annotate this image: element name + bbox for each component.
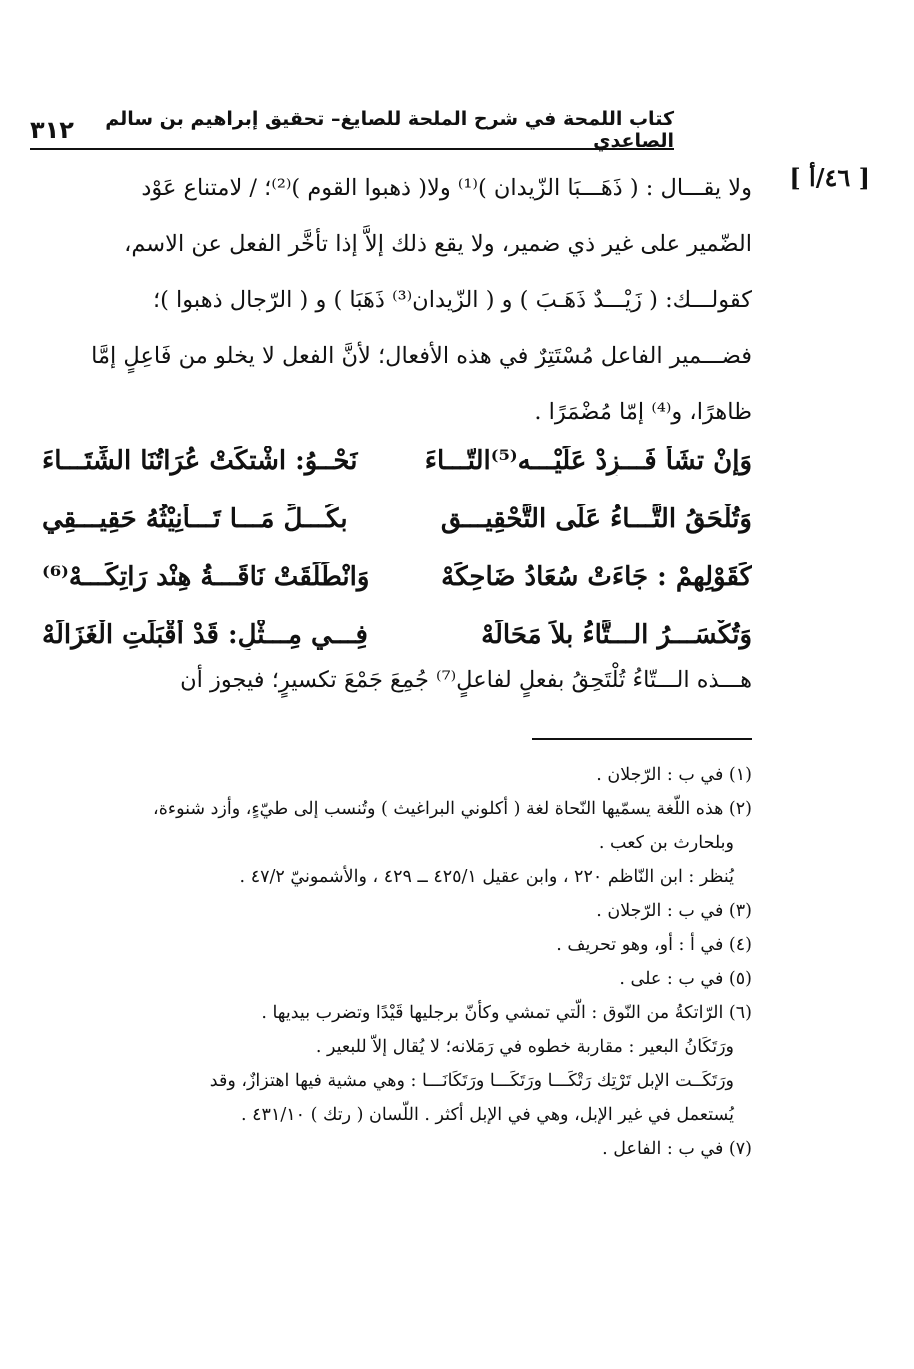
verse-second-hemistich: نَحْــوُ: اشْتكَتْ عُرَاتُنَا الشِّتَـــاءَ (42, 446, 358, 476)
page-number: ٣١٢ (30, 116, 74, 144)
footnote: (٣) في ب : الرّجلان . (596, 901, 752, 921)
header-title: كتاب اللمحة في شرح الملحة للصايغ– تحقيق إبراهيم بن سالم الصاعدي (105, 108, 674, 152)
footnote-continuation: يُستعمل في غير الإبل، وهي في الإبل أكثر . اللّسان ( رتك ) ٤٣١/١٠ . (241, 1105, 734, 1125)
footnote: (٦) الرّاتكةُ من النّوق : الّتي تمشي وكأنّ برجليها قَيْدًا وتضرب بيديها . (261, 1003, 752, 1023)
verse-first-hemistich: وَتُكْسَـــرُ الـــتَّاءُ بلاَ مَحَالَهْ (481, 620, 752, 650)
footnote-continuation: وبلحارث بن كعب . (598, 833, 734, 853)
body-line: كقولـــك: ( زَيْـــدٌ ذَهَـبَ ) و ( الزّيدان⁽³⁾ ذَهَبَا ) و ( الرّجال ذهبوا )؛ (152, 287, 752, 313)
body-line: فضـــمير الفاعل مُسْتَتِرٌ في هذه الأفعال؛ لأنَّ الفعل لا يخلو من فَاعِلٍ إمَّا (91, 343, 752, 369)
body-line: الضّمير على غير ذي ضمير، ولا يقع ذلك إلاَّ إذا تأخَّر الفعل عن الاسم، (124, 231, 752, 257)
body-line: ظاهرًا، و⁽⁴⁾ إمّا مُضْمَرًا . (534, 399, 752, 425)
verse-first-hemistich: وَتُلْحَقُ التَّـــاءُ عَلَى التَّحْقِيـــقِ (440, 504, 752, 534)
footnote: (٤) في أ : أو، وهو تحريف . (556, 935, 752, 955)
body-paragraph (42, 160, 752, 440)
verse-second-hemistich: وَانْطَلَقَتْ نَاقَـــةُ هِنْد رَاتِكَـــهْ⁽⁶⁾ (42, 562, 370, 592)
verse-line (42, 432, 752, 490)
verse-second-hemistich: بكُـــلِّ مَـــا تَـــأنِيْثُهُ حَقِيـــقِي (42, 504, 348, 534)
footnote-continuation: يُنظر : ابن النّاظم ٢٢٠ ، وابن عقيل ٤٢٥/١ ــ ٤٢٩ ، والأشمونيّ ٤٧/٢ . (239, 867, 734, 887)
footnote: (٢) هذه اللّغة يسمّيها النّحاة لغة ( أكلوني البراغيث ) وتُنسب إلى طيّءٍ، وأزد شنوءة، (153, 799, 752, 819)
verse-line (42, 606, 752, 664)
manuscript-folio-marker: [ ٤٦/أ ] (789, 163, 870, 192)
footnote: (٥) في ب : على . (619, 969, 752, 989)
footnote-continuation: ورَتَكَانُ البعير : مقاربة خطوه في رَمَلانه؛ لا يُقال إلاّ للبعير . (315, 1037, 734, 1057)
footnotes (40, 758, 752, 1166)
verse-first-hemistich: كَقَوْلِهِمْ : جَاءَتْ سُعَادُ ضَاحِكَهْ (441, 562, 752, 592)
footnote: (٧) في ب : الفاعل . (602, 1139, 752, 1159)
verse-second-hemistich: فِـــي مِـــثْلِ: قَدْ أَقْبَلَتِ الْغَزَالَهْ (42, 620, 368, 650)
verse-first-hemistich: وَإنْ تشَأْ فَـــزِدْ عَلَيْـــه⁽⁵⁾التّـــاءَ (424, 446, 752, 476)
footnote: (١) في ب : الرّجلان . (596, 765, 752, 785)
body-line-after-verses: هـــذه الـــتّاءُ تُلْتَحِقُ بفعلٍ لفاعلٍ⁽⁷⁾ جُمِعَ جَمْعَ تكسيرٍ؛ فيجوز أن (180, 667, 752, 693)
footnote-separator (532, 738, 752, 740)
poem-verses (42, 432, 752, 664)
running-header (30, 108, 674, 152)
verse-line (42, 548, 752, 606)
footnote-continuation: ورَتَكَــت الإبل تَرْتِك رَتْكَـــا ورَتَكَـــا ورَتَكَانَـــا : وهي مشية فيها اهتزازٌ، وقد (209, 1071, 734, 1091)
verse-line (42, 490, 752, 548)
body-line: ولا يقـــال : ( ذَهَـــبَا الزّيدان )⁽¹⁾ ولا( ذهبوا القوم )⁽²⁾؛ / لامتناع عَوْد (141, 175, 752, 201)
